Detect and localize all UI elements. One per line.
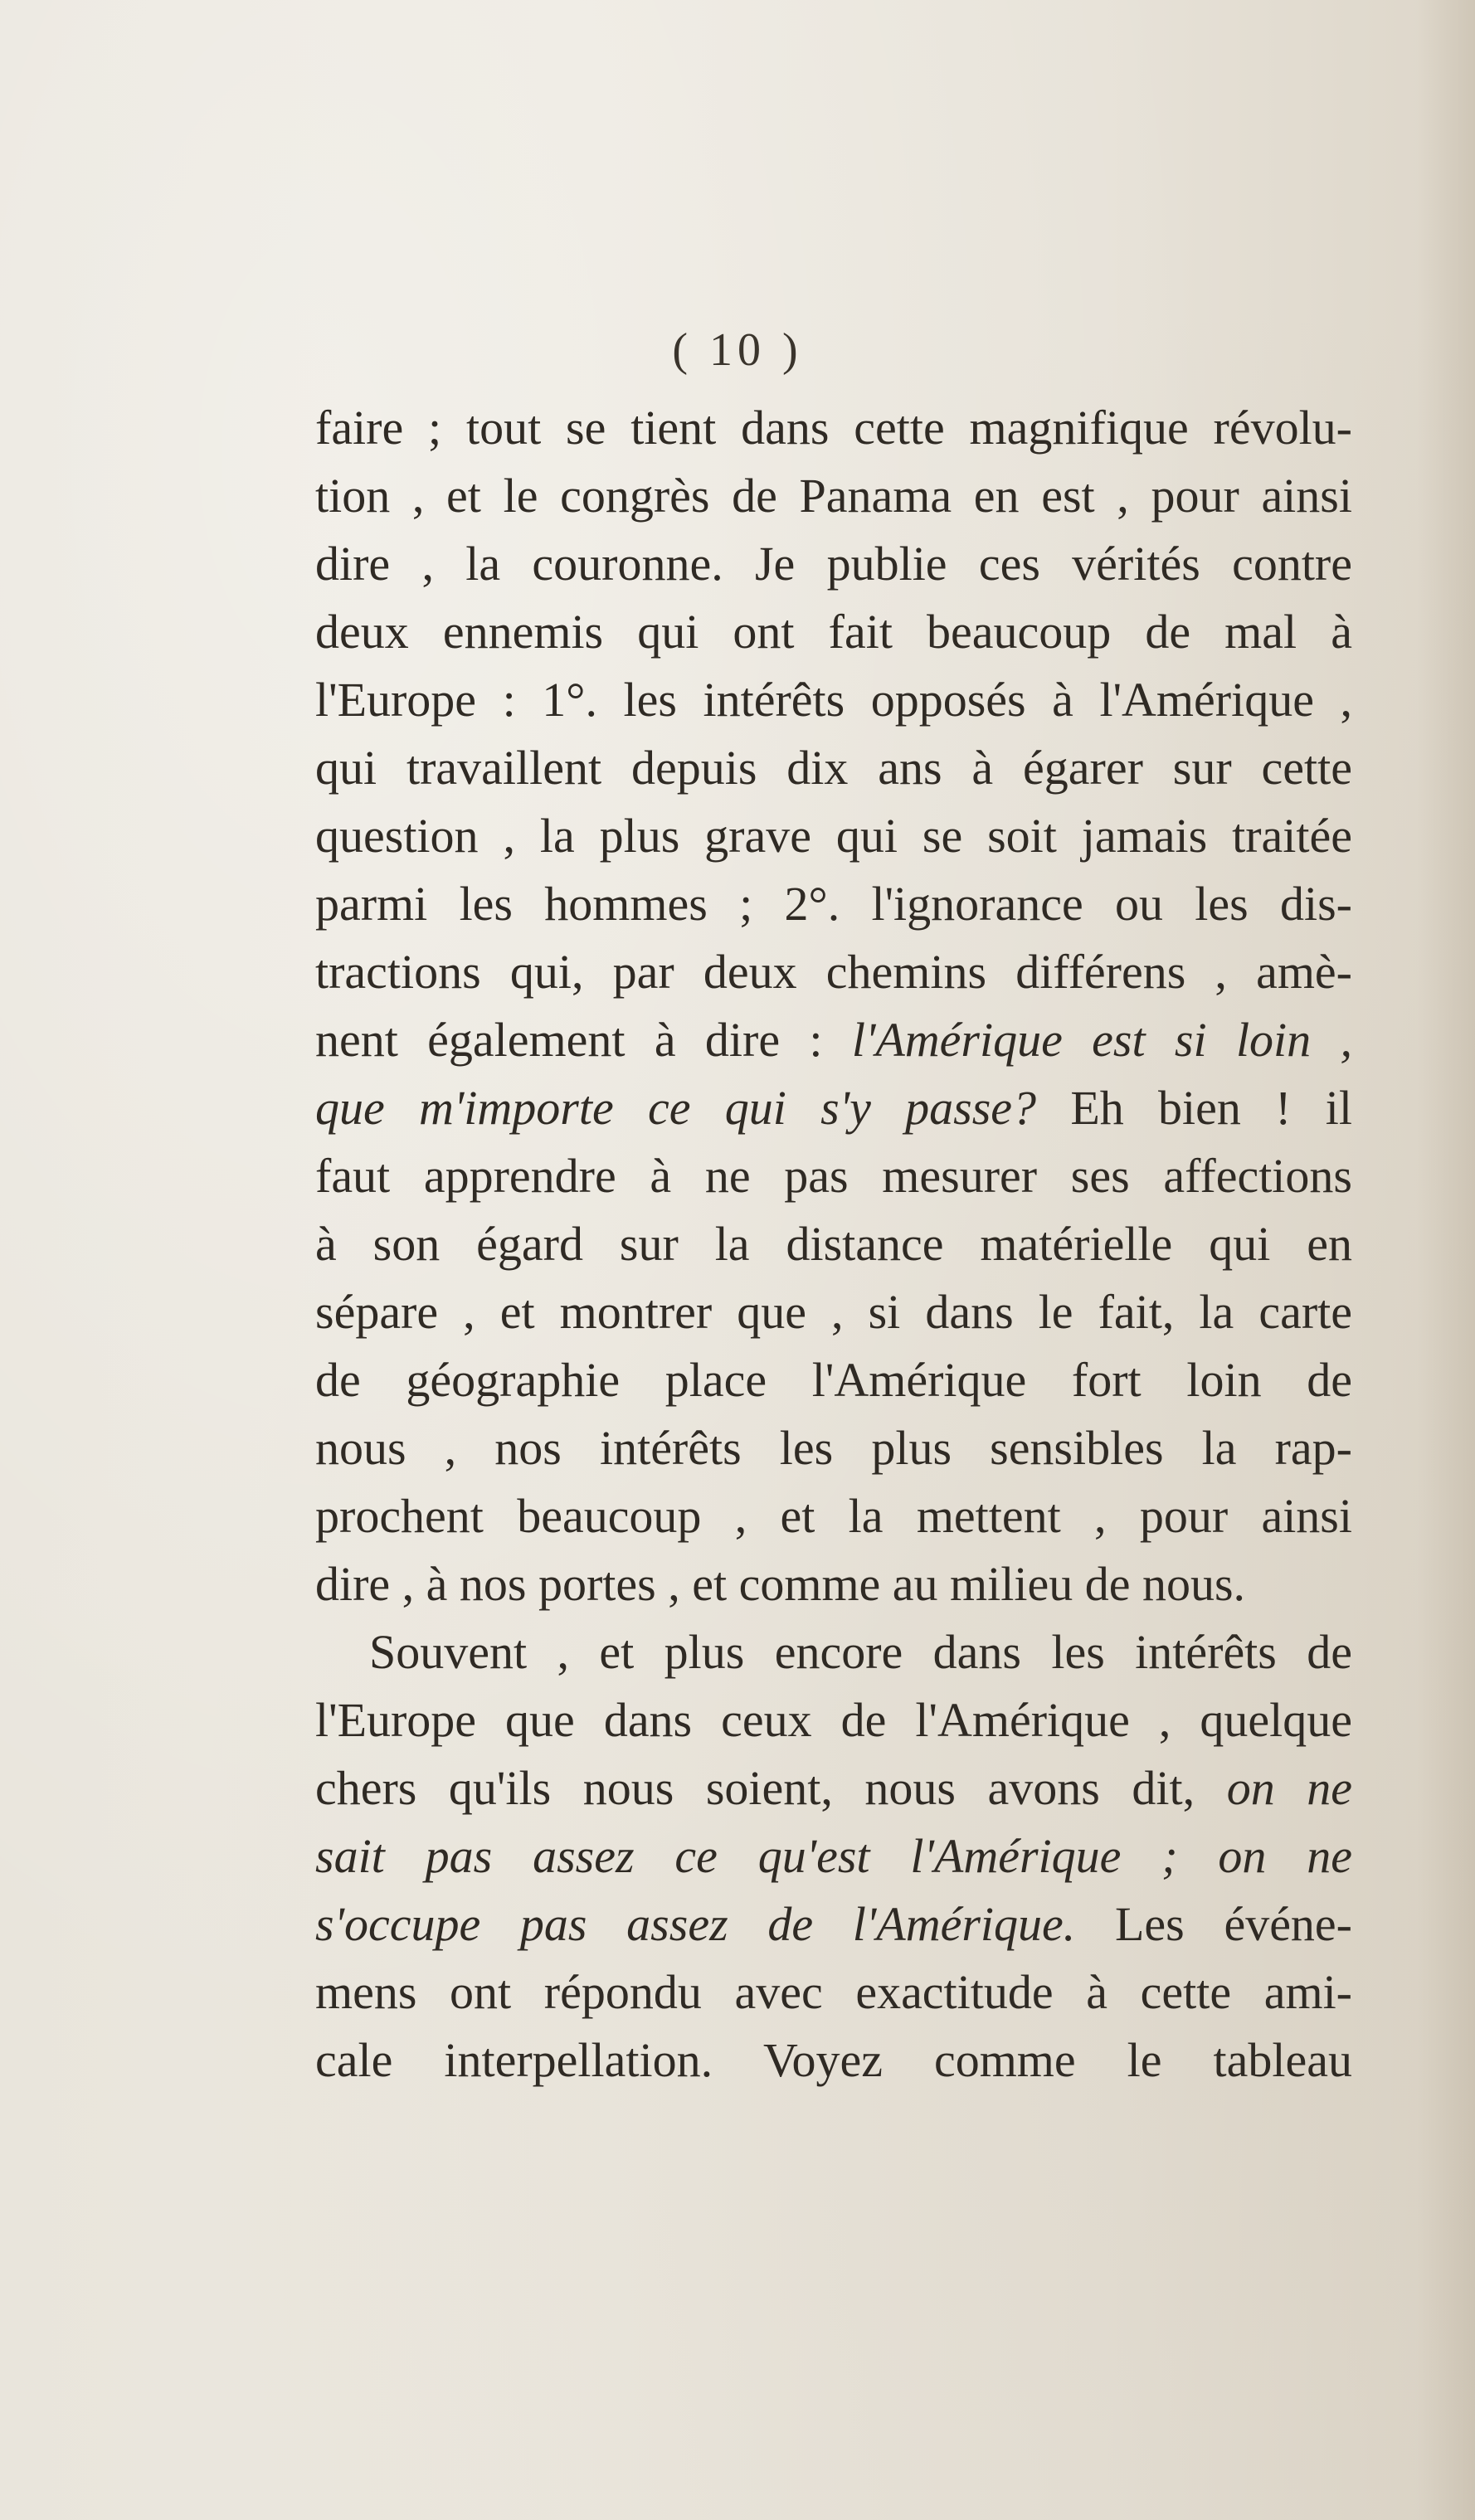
text-run: deux ennemis qui ont fait beaucoup de mal à [315, 605, 1352, 659]
text-line [315, 1550, 1352, 1618]
text-line [315, 462, 1352, 530]
text-line [315, 598, 1352, 666]
text-run: prochent beaucoup , et la mettent , pour ainsi [315, 1489, 1352, 1543]
text-line [315, 666, 1352, 734]
text-line [315, 1618, 1352, 1686]
text-run: chers qu'ils nous soient, nous avons dit, [315, 1761, 1227, 1815]
text-line [315, 870, 1352, 938]
text-line [315, 1822, 1352, 1890]
text-line [315, 394, 1352, 462]
italic-run: que m'importe ce qui s'y passe? [315, 1081, 1037, 1135]
text-run: de géographie place l'Amérique fort loin de [315, 1353, 1352, 1407]
text-line [315, 938, 1352, 1006]
text-run: cale interpellation. Voyez comme le tableau [315, 2033, 1352, 2087]
text-run: question , la plus grave qui se soit jamais traitée [315, 809, 1352, 863]
text-line [315, 2026, 1352, 2094]
text-run: dire , à nos portes , et comme au milieu de nous. [315, 1557, 1246, 1611]
text-run: nous , nos intérêts les plus sensibles la rap- [315, 1421, 1352, 1475]
text-run: qui travaillent depuis dix ans à égarer sur cette [315, 741, 1352, 795]
text-run: parmi les hommes ; 2°. l'ignorance ou les dis- [315, 877, 1352, 931]
text-run: Souvent , et plus encore dans les intérêts de [369, 1625, 1352, 1679]
text-run: Eh bien ! il [1036, 1081, 1352, 1135]
italic-run: on ne [1226, 1761, 1352, 1815]
text-line [315, 1686, 1352, 1754]
text-run: faire ; tout se tient dans cette magnifique révolu- [315, 401, 1352, 455]
italic-run: s'occupe pas assez de l'Amérique. [315, 1897, 1076, 1951]
text-run: mens ont répondu avec exactitude à cette ami- [315, 1965, 1352, 2019]
italic-run: l'Amérique est si loin , [851, 1013, 1352, 1067]
text-run: à son égard sur la distance matérielle qui en [315, 1217, 1352, 1271]
text-run: sépare , et montrer que , si dans le fait, la carte [315, 1285, 1352, 1339]
text-line [315, 1074, 1352, 1142]
text-line [315, 1890, 1352, 1958]
text-run: Les événe- [1075, 1897, 1352, 1951]
text-line [315, 734, 1352, 802]
text-line [315, 1278, 1352, 1346]
text-line [315, 530, 1352, 598]
text-run: nent également à dire : [315, 1013, 852, 1067]
text-run: l'Europe que dans ceux de l'Amérique , quelque [315, 1693, 1352, 1747]
text-run: tion , et le congrès de Panama en est , pour ainsi [315, 469, 1352, 523]
text-line [315, 1006, 1352, 1074]
body-text [315, 394, 1352, 2094]
text-line [315, 1142, 1352, 1210]
page-number: ( 10 ) [672, 324, 803, 376]
text-run: dire , la couronne. Je publie ces vérités contre [315, 537, 1352, 591]
text-line [315, 1958, 1352, 2026]
text-run: l'Europe : 1°. les intérêts opposés à l'Amérique , [315, 673, 1352, 727]
text-line [315, 1210, 1352, 1278]
italic-run: sait pas assez ce qu'est l'Amérique ; on ne [315, 1829, 1352, 1883]
text-line [315, 802, 1352, 870]
text-run: faut apprendre à ne pas mesurer ses affections [315, 1149, 1352, 1203]
text-line [315, 1754, 1352, 1822]
text-run: tractions qui, par deux chemins différens , amè- [315, 945, 1352, 999]
text-line [315, 1414, 1352, 1482]
text-line [315, 1482, 1352, 1550]
text-line [315, 1346, 1352, 1414]
